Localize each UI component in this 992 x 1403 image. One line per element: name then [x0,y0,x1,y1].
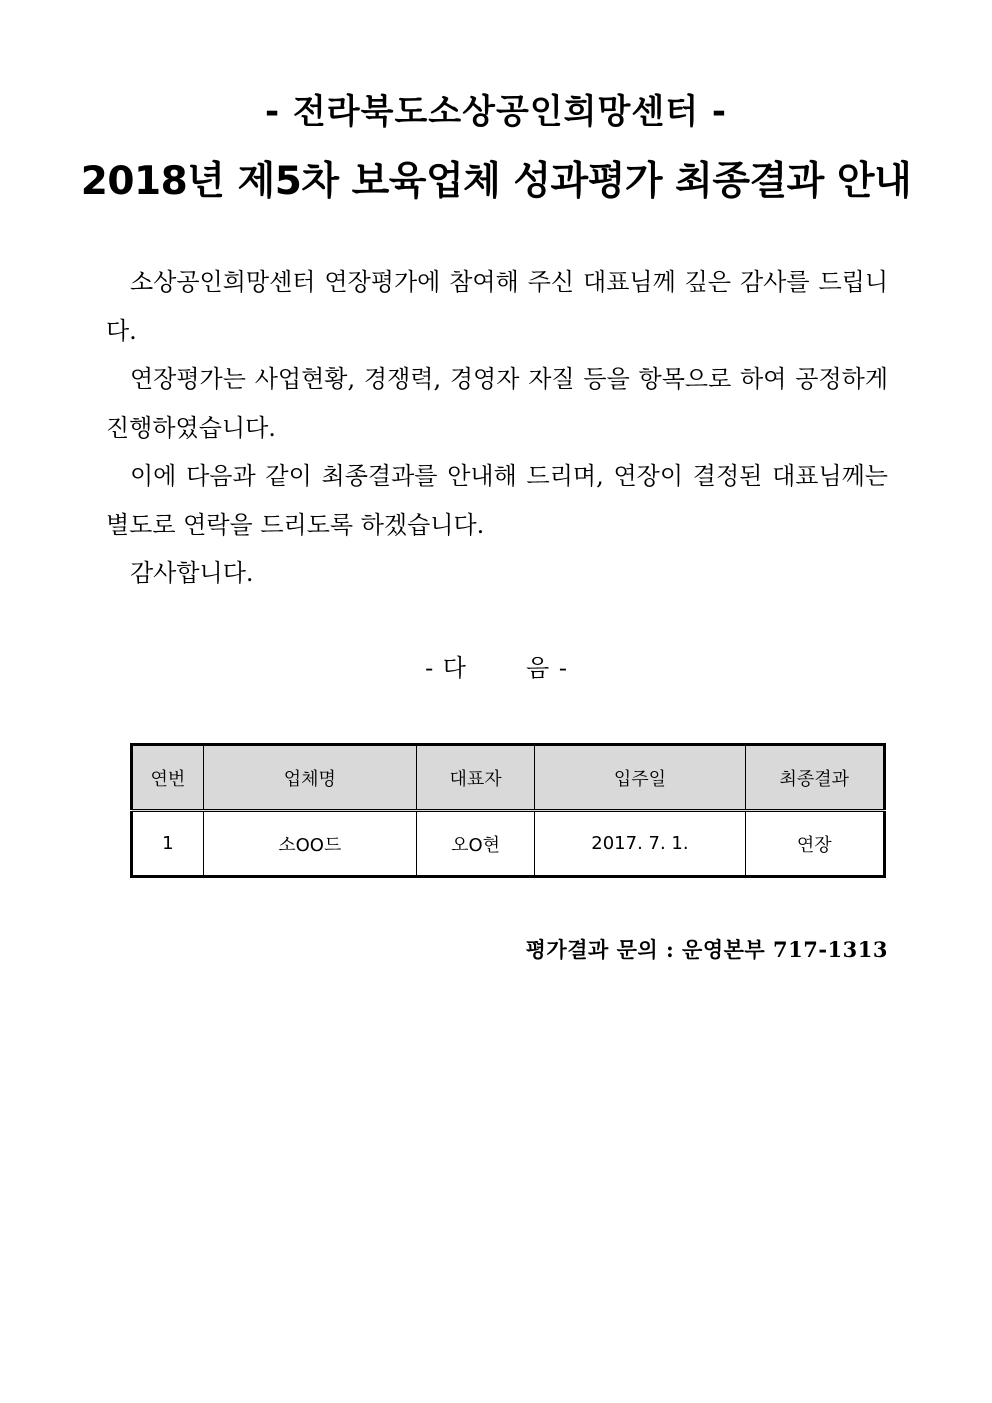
paragraph-thanks: 소상공인희망센터 연장평가에 참여해 주신 대표님께 깊은 감사를 드립니다. [106,268,888,345]
cell-number: 1 [132,811,204,877]
header-final-result: 최종결과 [745,745,884,811]
table-header-row [132,745,885,811]
result-table [130,743,886,878]
document-title: 2018년 제5차 보육업체 성과평가 최종결과 안내 [80,159,912,204]
paragraph-evaluation: 연장평가는 사업현황, 경쟁력, 경영자 자질 등을 항목으로 하여 공정하게 진행하였습니다. [106,365,888,442]
body-text [106,258,888,598]
contact-info: 평가결과 문의 : 운영본부 717-1313 [525,937,888,962]
cell-final-result: 연장 [745,811,884,877]
header-move-in-date: 입주일 [535,745,745,811]
header-number: 연번 [132,745,204,811]
cell-move-in-date: 2017. 7. 1. [535,811,745,877]
center-name-subtitle: - 전라북도소상공인희망센터 - [264,92,728,132]
cell-representative: 오O현 [416,811,535,877]
header-company: 업체명 [203,745,416,811]
paragraph-closing: 감사합니다. [130,559,254,587]
paragraph-result-notice: 이에 다음과 같이 최종결과를 안내해 드리며, 연장이 결정된 대표님께는 별도로 연락을 드리도록 하겠습니다. [106,462,888,539]
cell-company: 소OO드 [203,811,416,877]
header-representative: 대표자 [416,745,535,811]
section-separator [0,648,992,683]
table-row [132,811,885,877]
separator-left: - 다 [425,654,466,682]
separator-right: 음 - [526,654,567,682]
